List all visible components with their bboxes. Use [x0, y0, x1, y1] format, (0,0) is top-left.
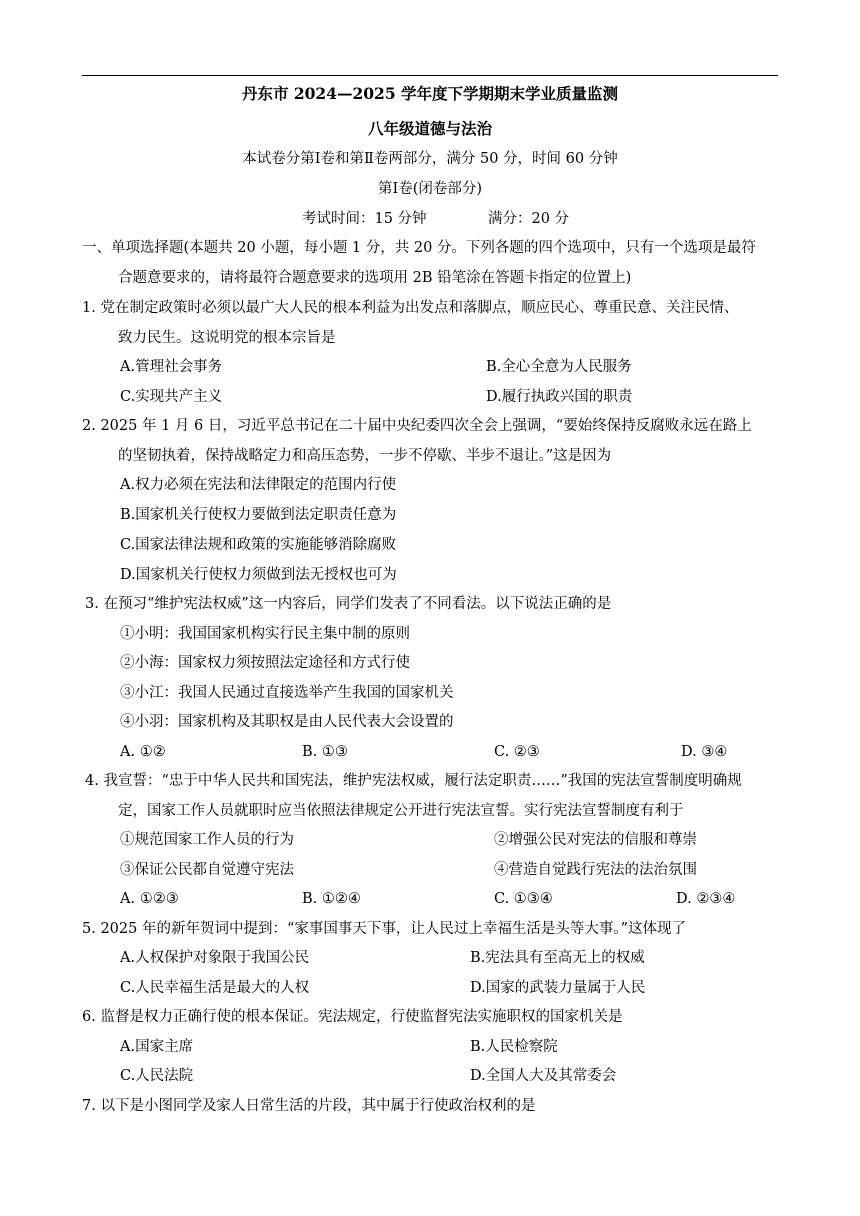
q3-statement-4: ④小羽：国家机构及其职权是由人民代表大会设置的 [120, 714, 454, 730]
exam-time: 考试时间：15 分钟 [302, 211, 427, 227]
q2-option-a: A.权力必须在宪法和法律限定的范围内行使 [120, 477, 397, 493]
q1-option-d: D.履行执政兴国的职责 [486, 389, 633, 405]
q4-statement-4: ④营造自觉践行宪法的法治氛围 [494, 862, 697, 878]
q5-option-c: C.人民幸福生活是最大的人权 [120, 980, 310, 996]
q2-option-d: D.国家机关行使权力须做到法无授权也可为 [120, 567, 397, 583]
question-6: 6. 监督是权力正确行使的根本保证。宪法规定，行使监督宪法实施职权的国家机关是 [82, 1009, 623, 1025]
q3-option-a: A. ①② [120, 744, 166, 760]
q5-option-d: D.国家的武装力量属于人民 [470, 980, 646, 996]
q3-statement-1: ①小明：我国国家机构实行民主集中制的原则 [120, 626, 410, 642]
question-2-cont: 的坚韧执着，保持战略定力和高压态势，一步不停歇、半步不退让。”这是因为 [118, 448, 612, 464]
question-4-cont: 定，国家工作人员就职时应当依照法律规定公开进行宪法宣誓。实行宪法宣誓制度有利于 [118, 803, 684, 819]
section-instruction-cont: 合题意要求的，请将最符合题意要求的选项用 2B 铅笔涂在答题卡指定的位置上) [118, 270, 632, 286]
question-7: 7. 以下是小图同学及家人日常生活的片段，其中属于行使政治权利的是 [82, 1098, 536, 1114]
question-2: 2. 2025 年 1 月 6 日，习近平总书记在二十届中央纪委四次全会上强调，“要始终保持反腐败永远在路上 [82, 418, 752, 434]
q4-option-a: A. ①②③ [120, 891, 179, 907]
q4-statement-3: ③保证公民都自觉遵守宪法 [120, 862, 294, 878]
question-4: 4. 我宣誓：“忠于中华人民共和国宪法，维护宪法权威，履行法定职责……”我国的宪法宣誓制度明确规 [85, 773, 742, 789]
question-5: 5. 2025 年的新年贺词中提到：“家事国事天下事，让人民过上幸福生活是头等大事。”这体现了 [82, 921, 687, 937]
q4-option-d: D. ②③④ [676, 891, 736, 907]
exam-score: 满分：20 分 [488, 211, 570, 227]
question-3: 3. 在预习“维护宪法权威”这一内容后，同学们发表了不同看法。以下说法正确的是 [85, 596, 612, 612]
q4-option-b: B. ①②④ [302, 891, 361, 907]
question-1: 1. 党在制定政策时必须以最广大人民的根本利益为出发点和落脚点，顺应民心、尊重民意、关注民情、 [82, 300, 739, 316]
exam-title: 丹东市 2024—2025 学年度下学期期末学业质量监测 [241, 84, 619, 103]
q5-option-a: A.人权保护对象限于我国公民 [120, 950, 310, 966]
q1-option-c: C.实现共产主义 [120, 389, 223, 405]
q5-option-b: B.宪法具有至高无上的权威 [470, 950, 645, 966]
exam-note: 本试卷分第Ⅰ卷和第Ⅱ卷两部分，满分 50 分，时间 60 分钟 [242, 151, 618, 167]
q6-option-a: A.国家主席 [120, 1039, 194, 1055]
q6-option-c: C.人民法院 [120, 1068, 194, 1084]
q6-option-b: B.人民检察院 [470, 1039, 558, 1055]
top-rule [82, 75, 778, 76]
q3-option-c: C. ②③ [494, 744, 540, 760]
q2-option-c: C.国家法律法规和政策的实施能够消除腐败 [120, 537, 397, 553]
q3-option-b: B. ①③ [302, 744, 348, 760]
q6-option-d: D.全国人大及其常委会 [470, 1068, 617, 1084]
q4-statement-2: ②增强公民对宪法的信服和尊崇 [494, 832, 697, 848]
q4-statement-1: ①规范国家工作人员的行为 [120, 832, 294, 848]
q2-option-b: B.国家机关行使权力要做到法定职责任意为 [120, 507, 397, 523]
q4-option-c: C. ①③④ [494, 891, 553, 907]
q3-statement-3: ③小江：我国人民通过直接选举产生我国的国家机关 [120, 685, 454, 701]
section-instruction: 一、单项选择题(本题共 20 小题，每小题 1 分，共 20 分。下列各题的四个选项中，只有一个选项是最符 [82, 240, 756, 256]
q3-statement-2: ②小海：国家权力须按照法定途径和方式行使 [120, 655, 410, 671]
question-1-cont: 致力民生。这说明党的根本宗旨是 [118, 330, 336, 346]
part-title: 第Ⅰ卷(闭卷部分) [377, 181, 483, 197]
exam-subtitle: 八年级道德与法治 [367, 119, 492, 138]
q3-option-d: D. ③④ [681, 744, 728, 760]
q1-option-a: A.管理社会事务 [120, 359, 223, 375]
q1-option-b: B.全心全意为人民服务 [486, 359, 632, 375]
